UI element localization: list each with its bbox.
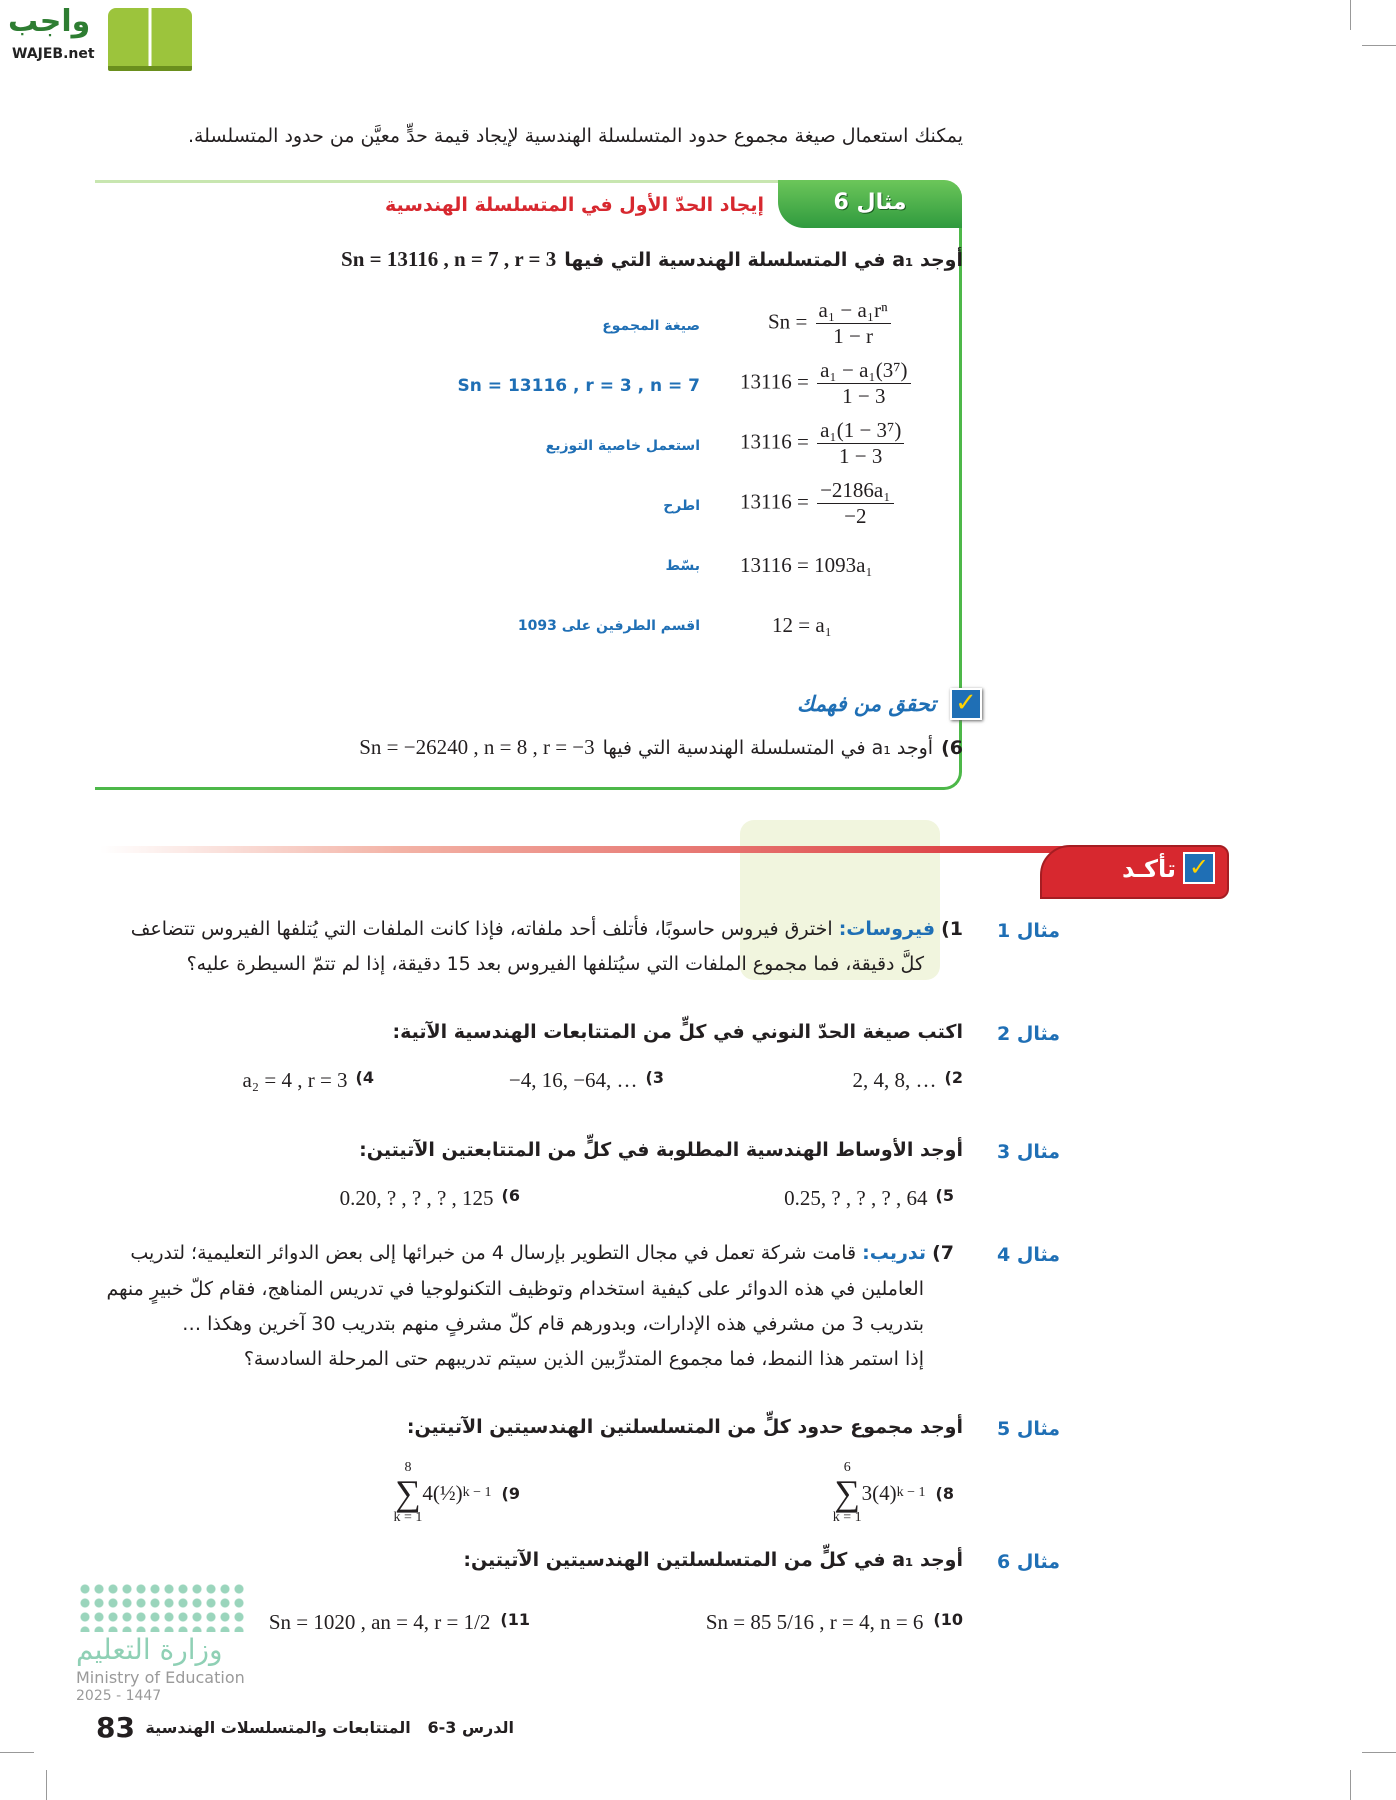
- step-note: بسّط: [665, 558, 700, 574]
- step-equation: Sn = $\frac{\text{a₁ − a₁rⁿ}}{1 - r}$: [768, 298, 894, 349]
- exercise-line: العاملين في هذه الدوائر على كيفية استخدام وتوظيف التكنولوجيا في تدريس المناهج، فقام كلّ خبيرٍ منهم: [106, 1278, 924, 1300]
- example-ref: مثال 5: [997, 1418, 1060, 1440]
- checkmark-icon: ✓: [950, 688, 982, 720]
- problem-2: 2, 4, 8, … (2: [852, 1068, 963, 1092]
- problem-5: 0.25, ? , ? , ? , 64 (5: [784, 1186, 954, 1210]
- example-ref: مثال 3: [997, 1141, 1060, 1163]
- example-ref: مثال 1: [997, 920, 1060, 942]
- exercise-line: كلَّ دقيقة، فما مجموع الملفات التي سيُتلفها الفيروس بعد 15 دقيقة، إذا لم تتمّ السيطرة عليه؟: [186, 953, 924, 975]
- exercise-line: بتدريب 3 من مشرفي هذه الإدارات، وبدورهم قام كلّ مشرفٍ منهم بتدريب 30 آخرين وهكذا …: [182, 1313, 924, 1335]
- exercise-instruction: أوجد الأوساط الهندسية المطلوبة في كلٍّ من المتتابعتين الآتيتين:: [359, 1139, 963, 1161]
- example-title: إيجاد الحدّ الأول في المتسلسلة الهندسية: [385, 194, 764, 216]
- example-ref: مثال 4: [997, 1244, 1060, 1266]
- example-statement: [341, 247, 963, 272]
- exercise-7: 7) تدريب: قامت شركة تعمل في مجال التطوير بإرسال 4 من خبرائها إلى بعض الدوائر التعليمية؛ لتدريب: [130, 1242, 954, 1264]
- step-note: استعمل خاصية التوزيع: [545, 438, 700, 454]
- problem-11: Sn = 1020 , an = 4, r = 1/2 (11: [268, 1610, 530, 1634]
- check-title: تحقق من فهمك: [797, 692, 936, 716]
- ministry-arabic: وزارة التعليم: [76, 1633, 223, 1666]
- problem-6: 0.20, ? , ? , ? , 125 (6: [339, 1186, 520, 1210]
- step-equation: 12 = a₁: [772, 613, 832, 637]
- example-ref: مثال 6: [997, 1551, 1060, 1573]
- step-note: اقسم الطرفين على 1093: [517, 618, 700, 634]
- exercise-1: 1) فيروسات: اخترق فيروس حاسوبًا، فأتلف أحد ملفاته، فإذا كانت الملفات التي يُتلفها الفيروس تتضاعف: [130, 918, 963, 940]
- problem-3: −4, 16, −64, … (3: [508, 1068, 664, 1092]
- step-equation: 13116 = $\frac{\text{a₁(1 − 3⁷)}}{1 - 3}$: [740, 418, 907, 469]
- exercise-line: إذا استمر هذا النمط، فما مجموع المتدرِّبين الذين سيتم تدريبهم حتى المرحلة السادسة؟: [243, 1348, 924, 1370]
- check-problem: Sn = −26240 , n = 8 , r = −3 أوجد a₁ في المتسلسلة الهندسية التي فيها 6): [359, 735, 963, 759]
- step-equation: 13116 = 1093a₁: [740, 553, 873, 577]
- year: 2025 - 1447: [76, 1688, 162, 1704]
- problem-4: a₂ = 4 , r = 3 (4: [242, 1068, 374, 1092]
- intro-text: يمكنك استعمال صيغة مجموع حدود المتسلسلة الهندسية لإيجاد قيمة حدٍّ معيَّن من حدود المتسلسلة.: [187, 125, 963, 147]
- confirm-title: تأكـد: [1121, 855, 1176, 883]
- problem-8: 6 ∑ k = 1 3(4) k − 1 (8: [832, 1460, 954, 1525]
- step-note: صيغة المجموع: [602, 318, 700, 334]
- exercise-instruction: أوجد a₁ في كلٍّ من المتسلسلتين الهندسيتين الآتيتين:: [463, 1549, 963, 1571]
- logo-arabic: واجب: [8, 4, 91, 39]
- logo-latin: WAJEB.net: [12, 46, 95, 62]
- step-note: Sn = 13116 , r = 3 , n = 7: [457, 376, 700, 396]
- statement-text: أوجد a₁ في المتسلسلة الهندسية التي فيها: [564, 248, 963, 271]
- statement-math: Sn = 13116 , n = 7 , r = 3: [341, 247, 557, 271]
- checkmark-icon: ✓: [1183, 852, 1215, 884]
- step-note: اطرح: [663, 498, 700, 514]
- example-tab: مثال 6: [778, 180, 962, 228]
- problem-10: Sn = 85 5/16 , r = 4, n = 6 (10: [705, 1610, 963, 1634]
- problem-9: 8 ∑ k = 1 4(½) k − 1 (9: [393, 1460, 520, 1525]
- step-equation: 13116 = $\frac{\text{−2186a₁}}{-2}$: [740, 478, 897, 529]
- ministry-english: Ministry of Education: [76, 1668, 245, 1687]
- example-ref: مثال 2: [997, 1023, 1060, 1045]
- footer-lesson: الدرس 3-6 المتتابعات والمتسلسلات الهندسية: [145, 1718, 514, 1737]
- exercise-instruction: أوجد مجموع حدود كلٍّ من المتسلسلتين الهندسيتين الآتيتين:: [406, 1416, 963, 1438]
- step-equation: 13116 = $\frac{\text{a₁ − a₁(3⁷)}}{1 - 3}$: [740, 358, 914, 409]
- ministry-logo-dots: [78, 1582, 248, 1632]
- book-icon: [108, 8, 192, 71]
- exercise-instruction: اكتب صيغة الحدّ النوني في كلٍّ من المتتابعات الهندسية الآتية:: [392, 1021, 963, 1043]
- page-number: 83: [96, 1711, 135, 1744]
- wajeb-logo: [8, 4, 198, 68]
- confirm-band: [100, 846, 1100, 853]
